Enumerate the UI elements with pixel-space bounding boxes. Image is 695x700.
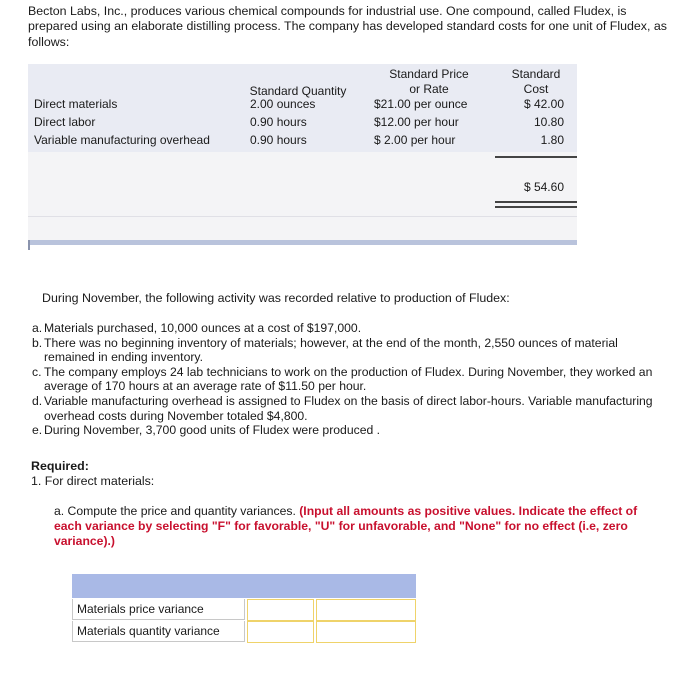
header-standard-cost-line2: Cost	[523, 82, 549, 96]
task-prefix: a. Compute the price and quantity variances.	[54, 504, 296, 518]
answer-table-header	[72, 574, 416, 599]
row-cost-direct-materials: $ 42.00	[523, 97, 564, 111]
price-variance-label: Materials price variance	[72, 599, 245, 620]
row-price-variable-overhead: $ 2.00 per hour	[374, 133, 456, 147]
row-quantity-direct-materials: 2.00 ounces	[250, 97, 316, 111]
table-row	[72, 599, 416, 621]
required-heading: Required:	[31, 459, 89, 473]
problem-intro: Becton Labs, Inc., produces various chemical compounds for industrial use. One compound, called Fludex, is prepared using an elaborate distilling process. The company has developed standard costs for one unit of Fludex, as follows:	[28, 4, 667, 49]
row-item-direct-materials: Direct materials	[34, 97, 118, 111]
task-instructions	[54, 504, 666, 549]
list-item: a. Materials purchased, 10,000 ounces at a cost of $197,000.	[32, 321, 362, 335]
quantity-variance-effect-select[interactable]	[316, 621, 416, 643]
row-price-direct-labor: $12.00 per hour	[374, 115, 459, 129]
required-part: 1. For direct materials:	[31, 474, 155, 488]
row-quantity-variable-overhead: 0.90 hours	[250, 133, 307, 147]
quantity-variance-amount-input[interactable]	[247, 621, 314, 643]
list-item: e. During November, 3,700 good units of Fludex were produced .	[32, 423, 381, 438]
quantity-variance-label: Materials quantity variance	[72, 621, 245, 642]
row-price-direct-materials: $21.00 per ounce	[374, 97, 468, 111]
row-cost-variable-overhead: 1.80	[540, 133, 564, 147]
row-quantity-direct-labor: 0.90 hours	[250, 115, 307, 129]
header-standard-price-line1: Standard Price	[389, 67, 469, 81]
required-section	[31, 459, 154, 489]
total-double-rule-bottom	[495, 206, 577, 208]
standard-cost-table	[28, 64, 577, 242]
price-variance-effect-select[interactable]	[316, 599, 416, 621]
task-instruction: (Input all amounts as positive values. Indicate the effect of each variance by selecting "F" for favorable, "U" for unfavorable, and "None" for no effect (i.e, zero variance).)	[54, 504, 638, 548]
total-double-rule-top	[495, 201, 577, 203]
variance-answer-table	[72, 574, 416, 643]
row-item-variable-overhead: Variable manufacturing overhead	[34, 133, 210, 147]
activity-list	[32, 321, 662, 438]
row-item-direct-labor: Direct labor	[34, 115, 96, 129]
list-item: c. The company employs 24 lab technicians to work on the production of Fludex. During November, they worked an average of 170 hours at an average rate of $11.50 per hour.	[32, 364, 653, 394]
price-variance-amount-input[interactable]	[247, 599, 314, 621]
activity-intro: During November, the following activity was recorded relative to production of Fludex:	[42, 291, 510, 305]
list-item: b. There was no beginning inventory of materials; however, at the end of the month, 2,550 ounces of material remained in ending inventory.	[32, 335, 618, 365]
header-standard-cost-line1: Standard	[511, 67, 561, 81]
table-row	[72, 621, 416, 643]
list-item: d. Variable manufacturing overhead is assigned to Fludex on the basis of direct labor-hours. Variable manufacturing overhead costs during November totaled $4,800.	[32, 393, 653, 423]
subtotal-rule	[495, 156, 577, 158]
row-cost-direct-labor: 10.80	[533, 115, 564, 129]
total-standard-cost: $ 54.60	[523, 180, 564, 194]
header-standard-price-line2: or Rate	[409, 82, 449, 96]
header-standard-quantity: Standard Quantity	[249, 84, 347, 98]
